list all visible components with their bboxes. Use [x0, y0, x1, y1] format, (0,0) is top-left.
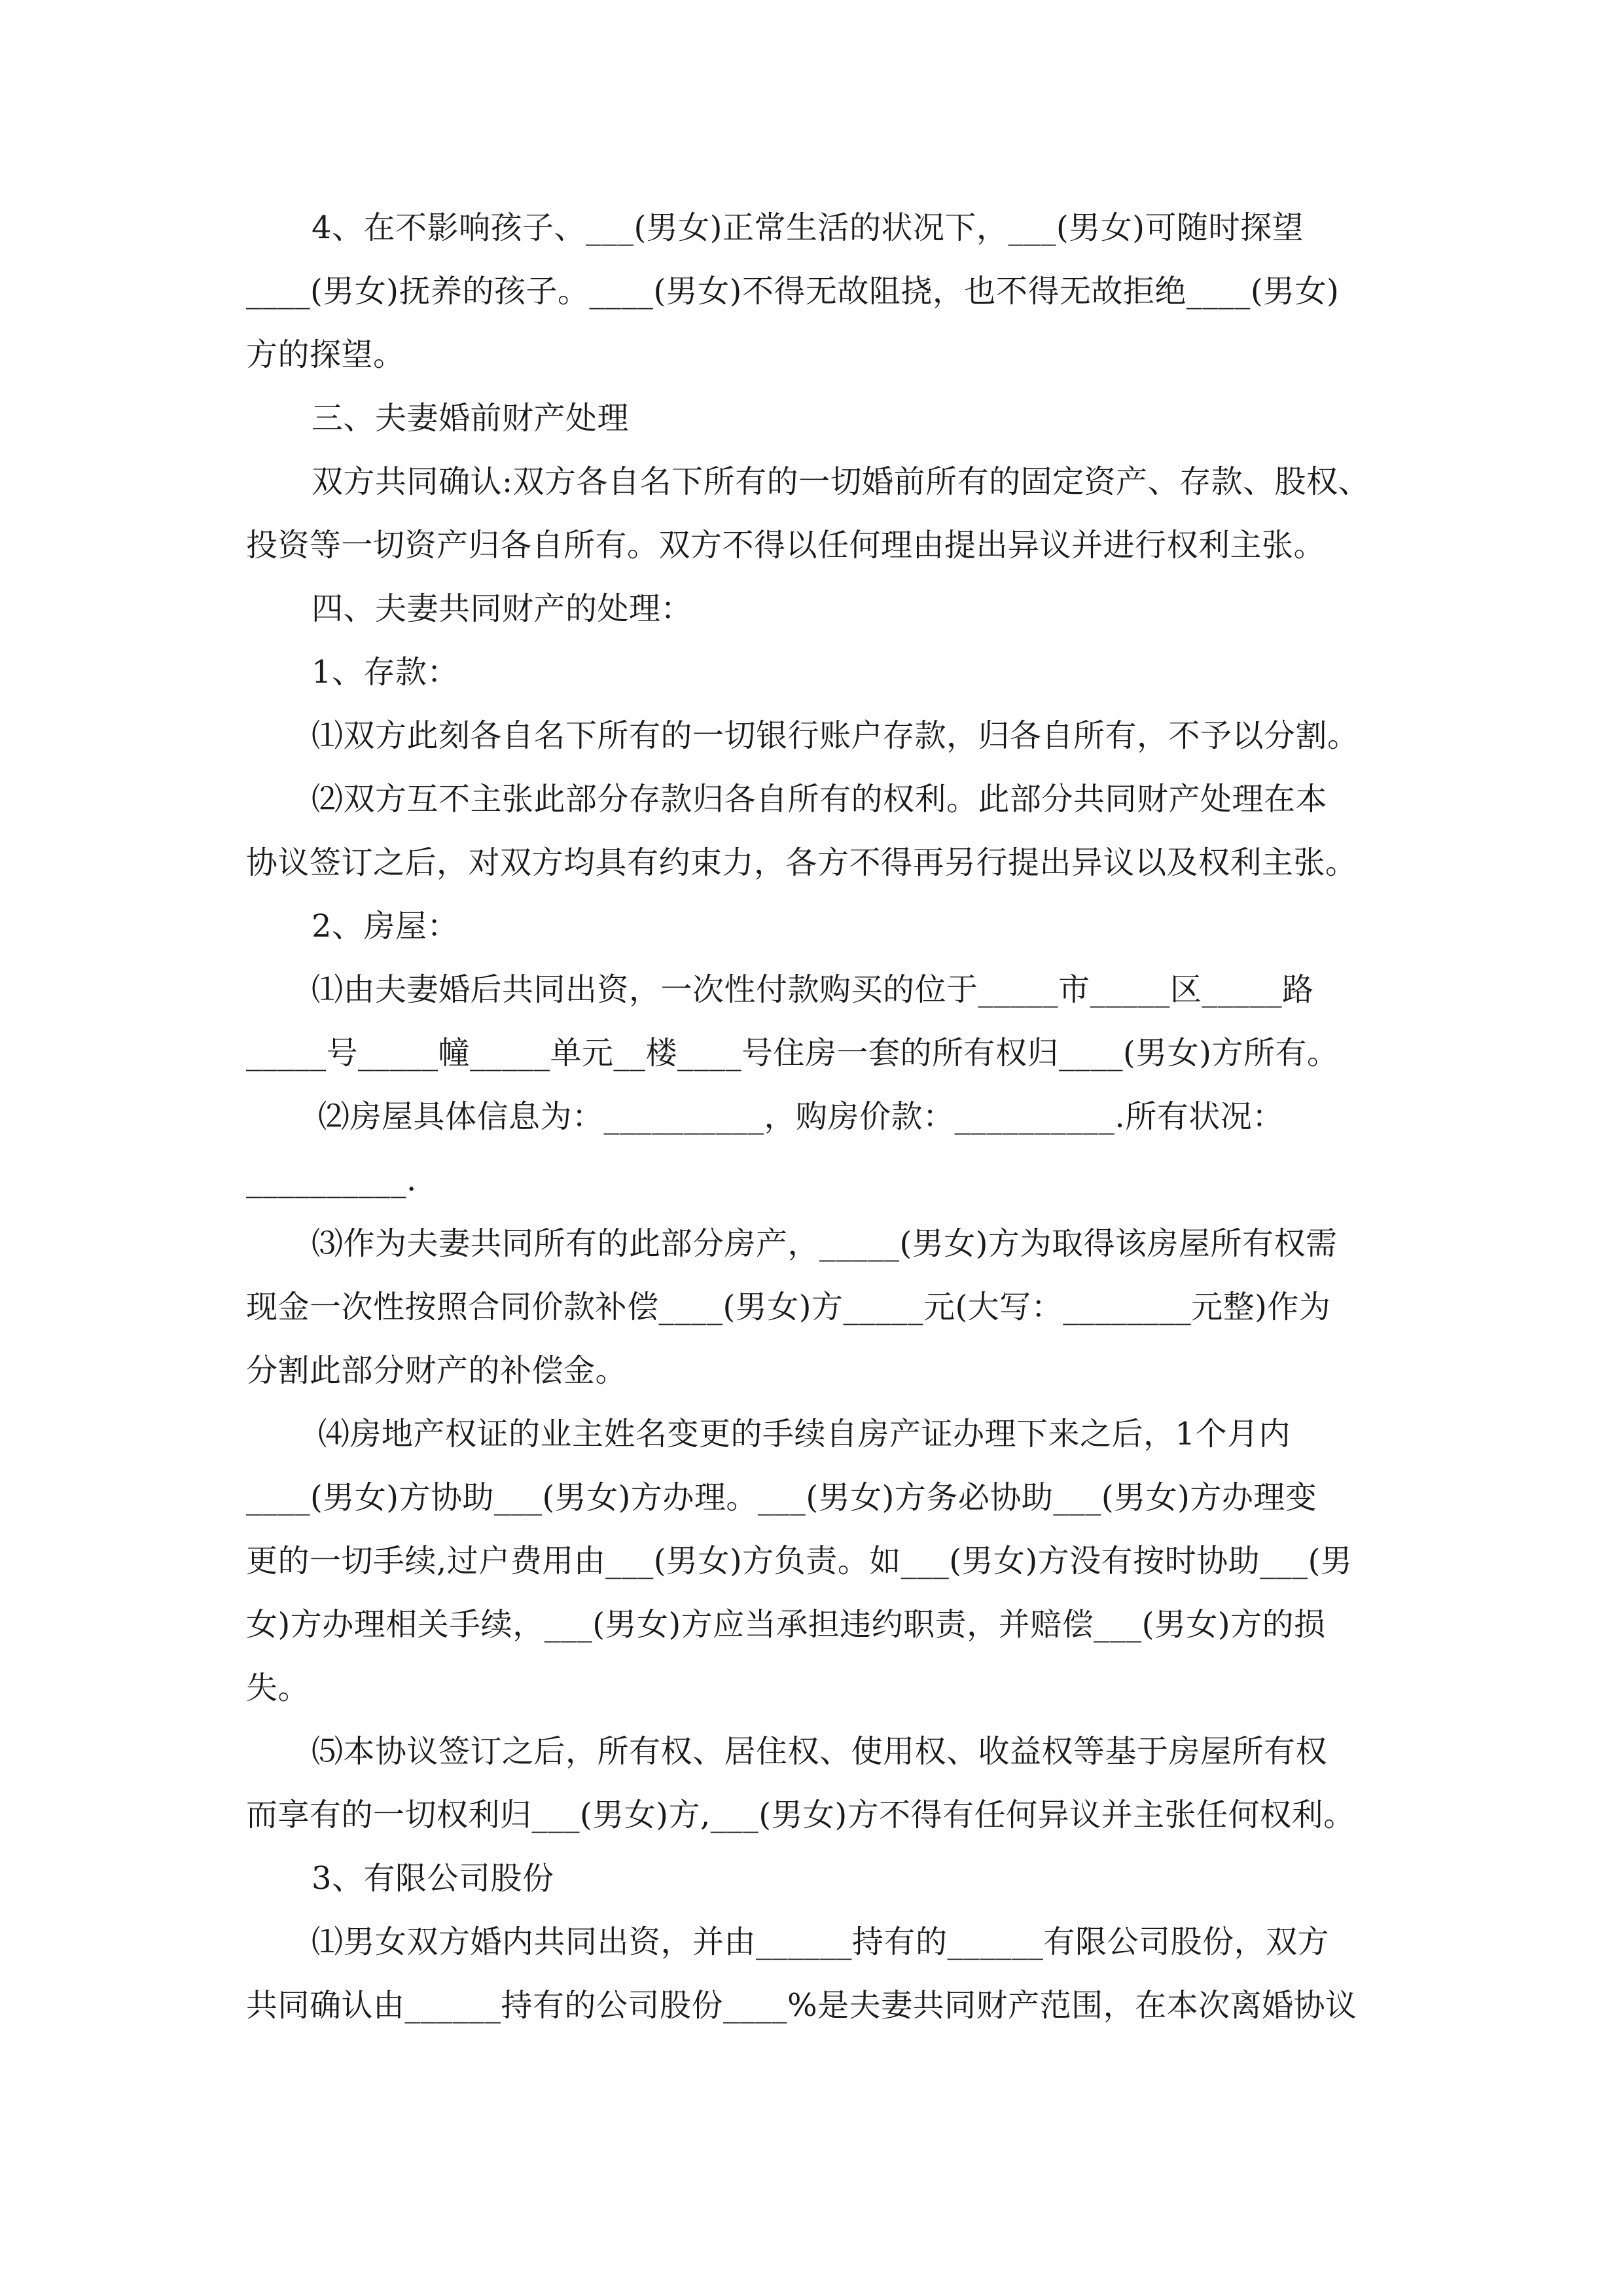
section-heading: 三、夫妻婚前财产处理: [312, 400, 630, 437]
paragraph-line: ⑸本协议签订之后，所有权、居住权、使用权、收益权等基于房屋所有权: [312, 1733, 1328, 1770]
paragraph-line: 现金一次性按照合同价款补偿____(男女)方_____元(大写：________元整)作为: [246, 1289, 1331, 1325]
paragraph-line: 女)方办理相关手续，___(男女)方应当承担违约职责，并赔偿___(男女)方的损: [246, 1606, 1326, 1643]
paragraph-line: ⑴双方此刻各自名下所有的一切银行账户存款，归各自所有，不予以分割。: [312, 717, 1359, 754]
section-heading: 四、夫妻共同财产的处理：: [312, 590, 693, 627]
paragraph-line: 方的探望。: [246, 336, 405, 373]
paragraph-line: 而享有的一切权利归___(男女)方,___(男女)方不得有任何异议并主张任何权利。: [246, 1797, 1355, 1833]
paragraph-line: 4、在不影响孩子、___(男女)正常生活的状况下，___(男女)可随时探望: [312, 209, 1304, 246]
paragraph-line: 共同确认由______持有的公司股份____%是夫妻共同财产范围，在本次离婚协议: [246, 1987, 1357, 2024]
paragraph-line: ⑴男女双方婚内共同出资，并由______持有的______有限公司股份，双方: [312, 1924, 1330, 1960]
paragraph-line: ⑷房地产权证的业主姓名变更的手续自房产证办理下来之后，1个月内: [318, 1416, 1291, 1452]
subsection-heading: 1、存款：: [312, 654, 459, 691]
paragraph-line: 投资等一切资产归各自所有。双方不得以任何理由提出异议并进行权利主张。: [246, 527, 1326, 564]
subsection-heading: 2、房屋：: [312, 908, 459, 944]
paragraph-line: _____号_____幢_____单元__楼____号住房一套的所有权归____(男女)方所有。: [246, 1035, 1339, 1071]
paragraph-line: ____(男女)方协助___(男女)方办理。___(男女)方务必协助___(男女)方办理变: [246, 1479, 1317, 1516]
paragraph-line: ⑵双方互不主张此部分存款归各自所有的权利。此部分共同财产处理在本: [312, 781, 1328, 817]
paragraph-line: 分割此部分财产的补偿金。: [246, 1352, 628, 1389]
paragraph-line: ⑴由夫妻婚后共同出资，一次性付款购买的位于_____市_____区_____路: [312, 971, 1314, 1008]
paragraph-line: 双方共同确认:双方各自名下所有的一切婚前所有的固定资产、存款、股权、: [312, 463, 1370, 500]
paragraph-line: 更的一切手续,过户费用由___(男女)方负责。如___(男女)方没有按时协助___(男: [246, 1543, 1353, 1579]
paragraph-line: ⑵房屋具体信息为：__________，购房价款：__________.所有状况：: [318, 1098, 1284, 1135]
paragraph-line: 协议签订之后，对双方均具有约束力，各方不得再另行提出异议以及权利主张。: [246, 844, 1357, 881]
paragraph-line: __________.: [246, 1162, 417, 1198]
paragraph-line: ____(男女)抚养的孩子。____(男女)不得无故阻挠，也不得无故拒绝____(男女): [246, 273, 1340, 310]
document-page: [246, 196, 1398, 2037]
paragraph-line: 失。: [246, 1670, 310, 1706]
paragraph-line: ⑶作为夫妻共同所有的此部分房产，_____(男女)方为取得该房屋所有权需: [312, 1225, 1338, 1262]
subsection-heading: 3、有限公司股份: [312, 1860, 554, 1897]
